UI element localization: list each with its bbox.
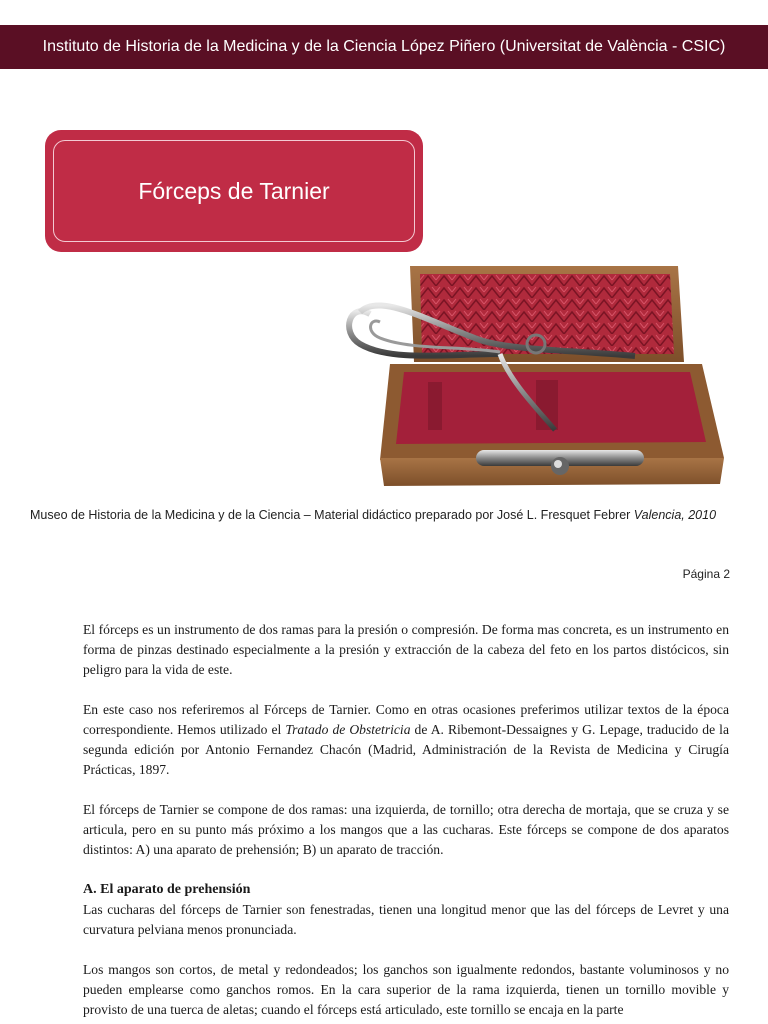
paragraph-sources-start: En este caso nos referiremos al Fórceps de Tarnier. Como en otras ocasiones preferimos utilizar textos de la época correspondiente. Hemos utilizado el [83, 702, 729, 737]
paragraph-sources-end: de A. Ribemont-Dessaignes y G. Lepage, traducido de la segunda edición por Antonio Fernandez Chacón (Madrid, Administración de la Revista de Medicina y Cirugía Prácticas, 1897. [83, 722, 729, 777]
paragraph-handles: Los mangos son cortos, de metal y redondeados; los ganchos son igualmente redondos, bastante voluminosos y no pueden emplearse como ganchos romos. En la cara superior de la rama izquierda, tienen un tornillo movible y provisto de una tuerca de aletas; cuando el fórceps está articulado, este tornillo se encaja en la parte [83, 962, 729, 1017]
paragraph-sources [83, 700, 729, 780]
article-body [83, 620, 729, 1020]
book-title: Tratado de Obstetricia [285, 722, 411, 737]
caption-text: Museo de Historia de la Medicina y de la Ciencia – Material didáctico preparado por José L. Fresquet Febrer [30, 508, 634, 522]
caption-place-date: Valencia, 2010 [633, 508, 717, 522]
document-title: Fórceps de Tarnier [53, 140, 415, 242]
institute-header: Instituto de Historia de la Medicina y de la Ciencia López Piñero (Universitat de València - CSIC) [0, 25, 768, 69]
paragraph-definition: El fórceps es un instrumento de dos ramas para la presión o compresión. De forma mas concreta, es un instrumento en forma de pinzas destinado especialmente a la presión y extracción de la cabeza del feto en los partos distócicos, sin peligro para la vida de este. [83, 622, 729, 677]
section-heading-prehension: A. El aparato de prehensión [83, 882, 251, 897]
page-number: Página 2 [682, 567, 730, 581]
museum-caption [30, 508, 742, 522]
forceps-case-photo [340, 262, 730, 494]
title-box [45, 130, 423, 252]
paragraph-blades: Las cucharas del fórceps de Tarnier son fenestradas, tienen una longitud menor que las del fórceps de Levret y una curvatura pelviana menos pronunciada. [83, 902, 729, 937]
paragraph-composition: El fórceps de Tarnier se compone de dos ramas: una izquierda, de tornillo; otra derecha de mortaja, que se cruza y se articula, pero en su punto más próximo a los mangos que a las cucharas. Este fórceps se compone de dos aparatos distintos: A) una aparato de prehensión; B) un aparato de tracción. [83, 802, 729, 857]
